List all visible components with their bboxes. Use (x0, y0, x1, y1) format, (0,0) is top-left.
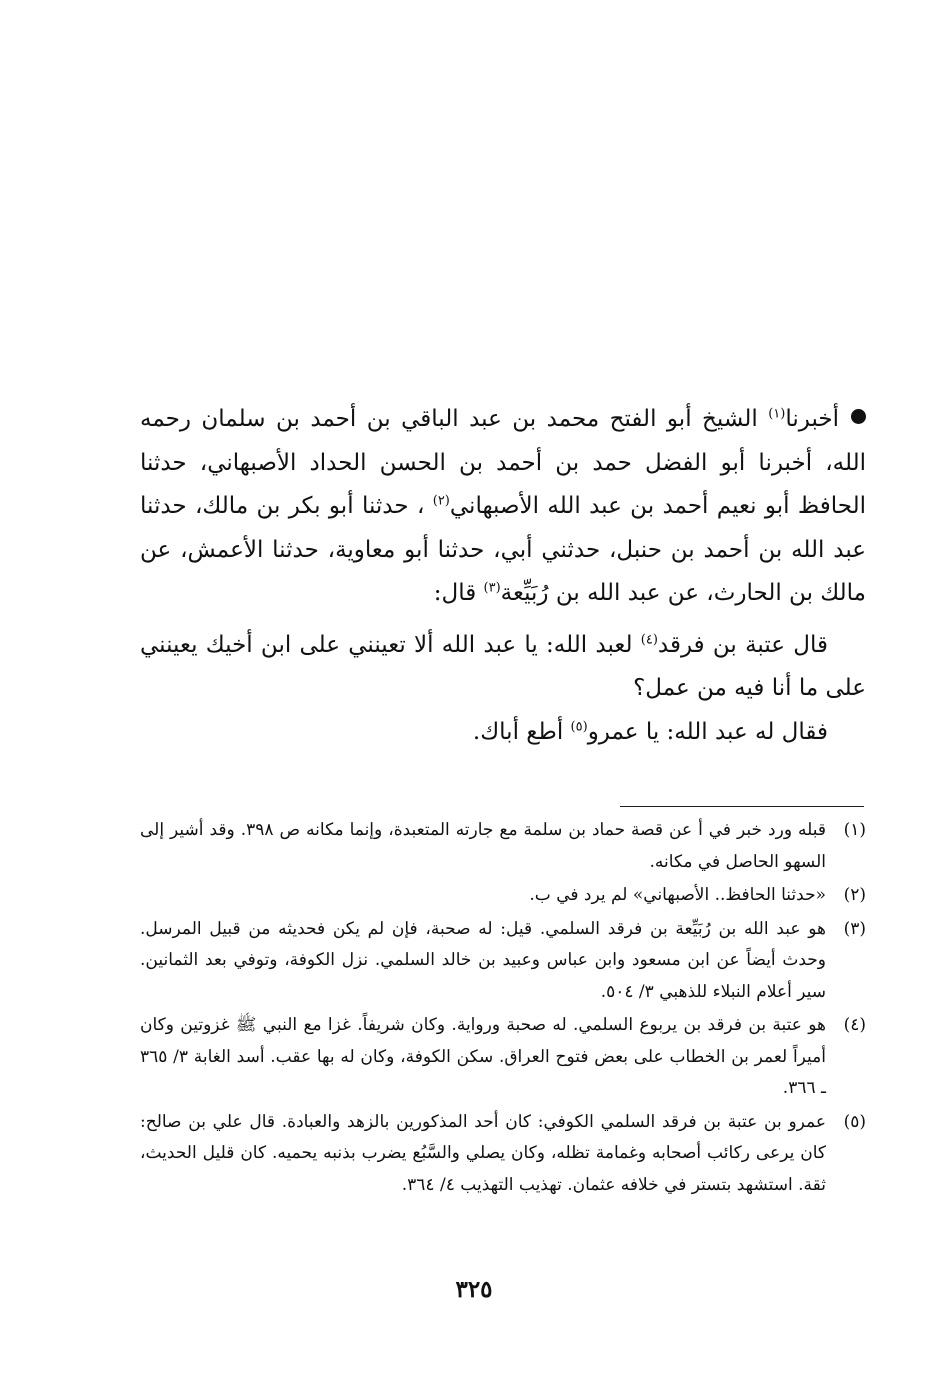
footnote-text: هو عتبة بن فرقد بن يربوع السلمي. له صحبة ورواية. وكان شريفاً. غزا مع النبي ﷺ غزوتين وكان أميراً لعمر بن الخطاب على بعض فتوح العراق. سكن الكوفة، وكان له بها عقب. أسد الغابة ٣/ ٣٦٥ ـ ٣٦٦. (140, 1015, 827, 1098)
paragraph-2-segment-2: لعبد الله: يا عبد الله ألا تعينني على ابن أخيك يعينني على ما أنا فيه من عمل؟ (140, 631, 866, 701)
paragraph-3 (140, 711, 866, 755)
paragraph-1-segment-3: ، حدثنا أبو بكر بن مالك، حدثنا عبد الله بن أحمد بن حنبل، حدثني أبي، حدثنا أبو معاوية، حدثنا الأعمش، عن مالك بن الحارث، عن عبد الله بن رُبَيِّعة (140, 493, 866, 606)
bullet-icon (851, 409, 866, 424)
footnotes (140, 815, 866, 1203)
footnote-text: عمرو بن عتبة بن فرقد السلمي الكوفي: كان أحد المذكورين بالزهد والعبادة. قال علي بن صالح: كان يرعى ركائب أصحابه وغمامة تظله، وكان يصلي والسَّبُع يضرب بذنبه يحميه. كان قليل الحديث، ثقة. استشهد بتستر في خلافه عثمان. تهذيب التهذيب ٤/ ٣٦٤. (140, 1111, 826, 1195)
footnote-ref-2: (٢) (432, 493, 450, 509)
footnote-item (140, 1010, 866, 1105)
footnote-number: (٣) (843, 918, 866, 939)
footnote-ref-1: (١) (768, 406, 786, 422)
footnote-ref-4: (٤) (640, 631, 658, 647)
footnote-ref-3: (٣) (483, 580, 501, 596)
footnote-item (140, 880, 866, 912)
paragraph-1-segment-1: أخبرنا (785, 406, 839, 432)
paragraph-1-segment-2: الشيخ أبو الفتح محمد بن عبد الباقي بن أحمد بن سلمان رحمه الله، أخبرنا أبو الفضل حمد بن أحمد بن الحسن الحداد الأصبهاني، حدثنا الحافظ أبو نعيم أحمد بن عبد الله الأصبهاني (140, 406, 866, 519)
footnote-number: (٤) (843, 1015, 866, 1035)
footnote-text: «حدثنا الحافظ.. الأصبهاني» لم يرد في ب. (529, 885, 826, 905)
footnote-item (140, 1107, 866, 1202)
paragraph-2-segment-1: قال عتبة بن فرقد (657, 631, 828, 658)
footnote-number: (٢) (843, 885, 866, 905)
paragraph-1-segment-4: قال: (433, 580, 484, 606)
paragraph-3-segment-2: أطع أباك. (472, 718, 571, 745)
footnote-number: (٥) (843, 1111, 866, 1132)
footnote-text: هو عبد الله بن رُبَيِّعة بن فرقد السلمي. قيل: له صحبة، فإن لم يكن فحديثه من قبيل المرسل. وحدث أيضاً عن ابن مسعود وابن عباس وعبيد بن خالد السلمي. نزل الكوفة، وتوفي بعد الثمانين. سير أعلام النبلاء للذهبي ٣/ ٥٠٤. (140, 918, 826, 1002)
footnote-item (140, 815, 866, 878)
paragraph-2 (140, 624, 866, 711)
footnote-separator (620, 806, 864, 807)
footnote-item (140, 914, 866, 1009)
footnote-number: (١) (843, 820, 866, 840)
page-number: ٣٢٥ (455, 1276, 493, 1303)
footnote-ref-5: (٥) (570, 718, 588, 734)
main-text (140, 398, 866, 754)
paragraph-3-segment-1: فقال له عبد الله: يا عمرو (587, 718, 828, 745)
paragraph-1 (140, 398, 866, 616)
footnote-text: قبله ورد خبر في أ عن قصة حماد بن سلمة مع جارته المتعبدة، وإنما مكانه ص ٣٩٨. وقد أشير إلى السهو الحاصل في مكانه. (140, 820, 826, 872)
